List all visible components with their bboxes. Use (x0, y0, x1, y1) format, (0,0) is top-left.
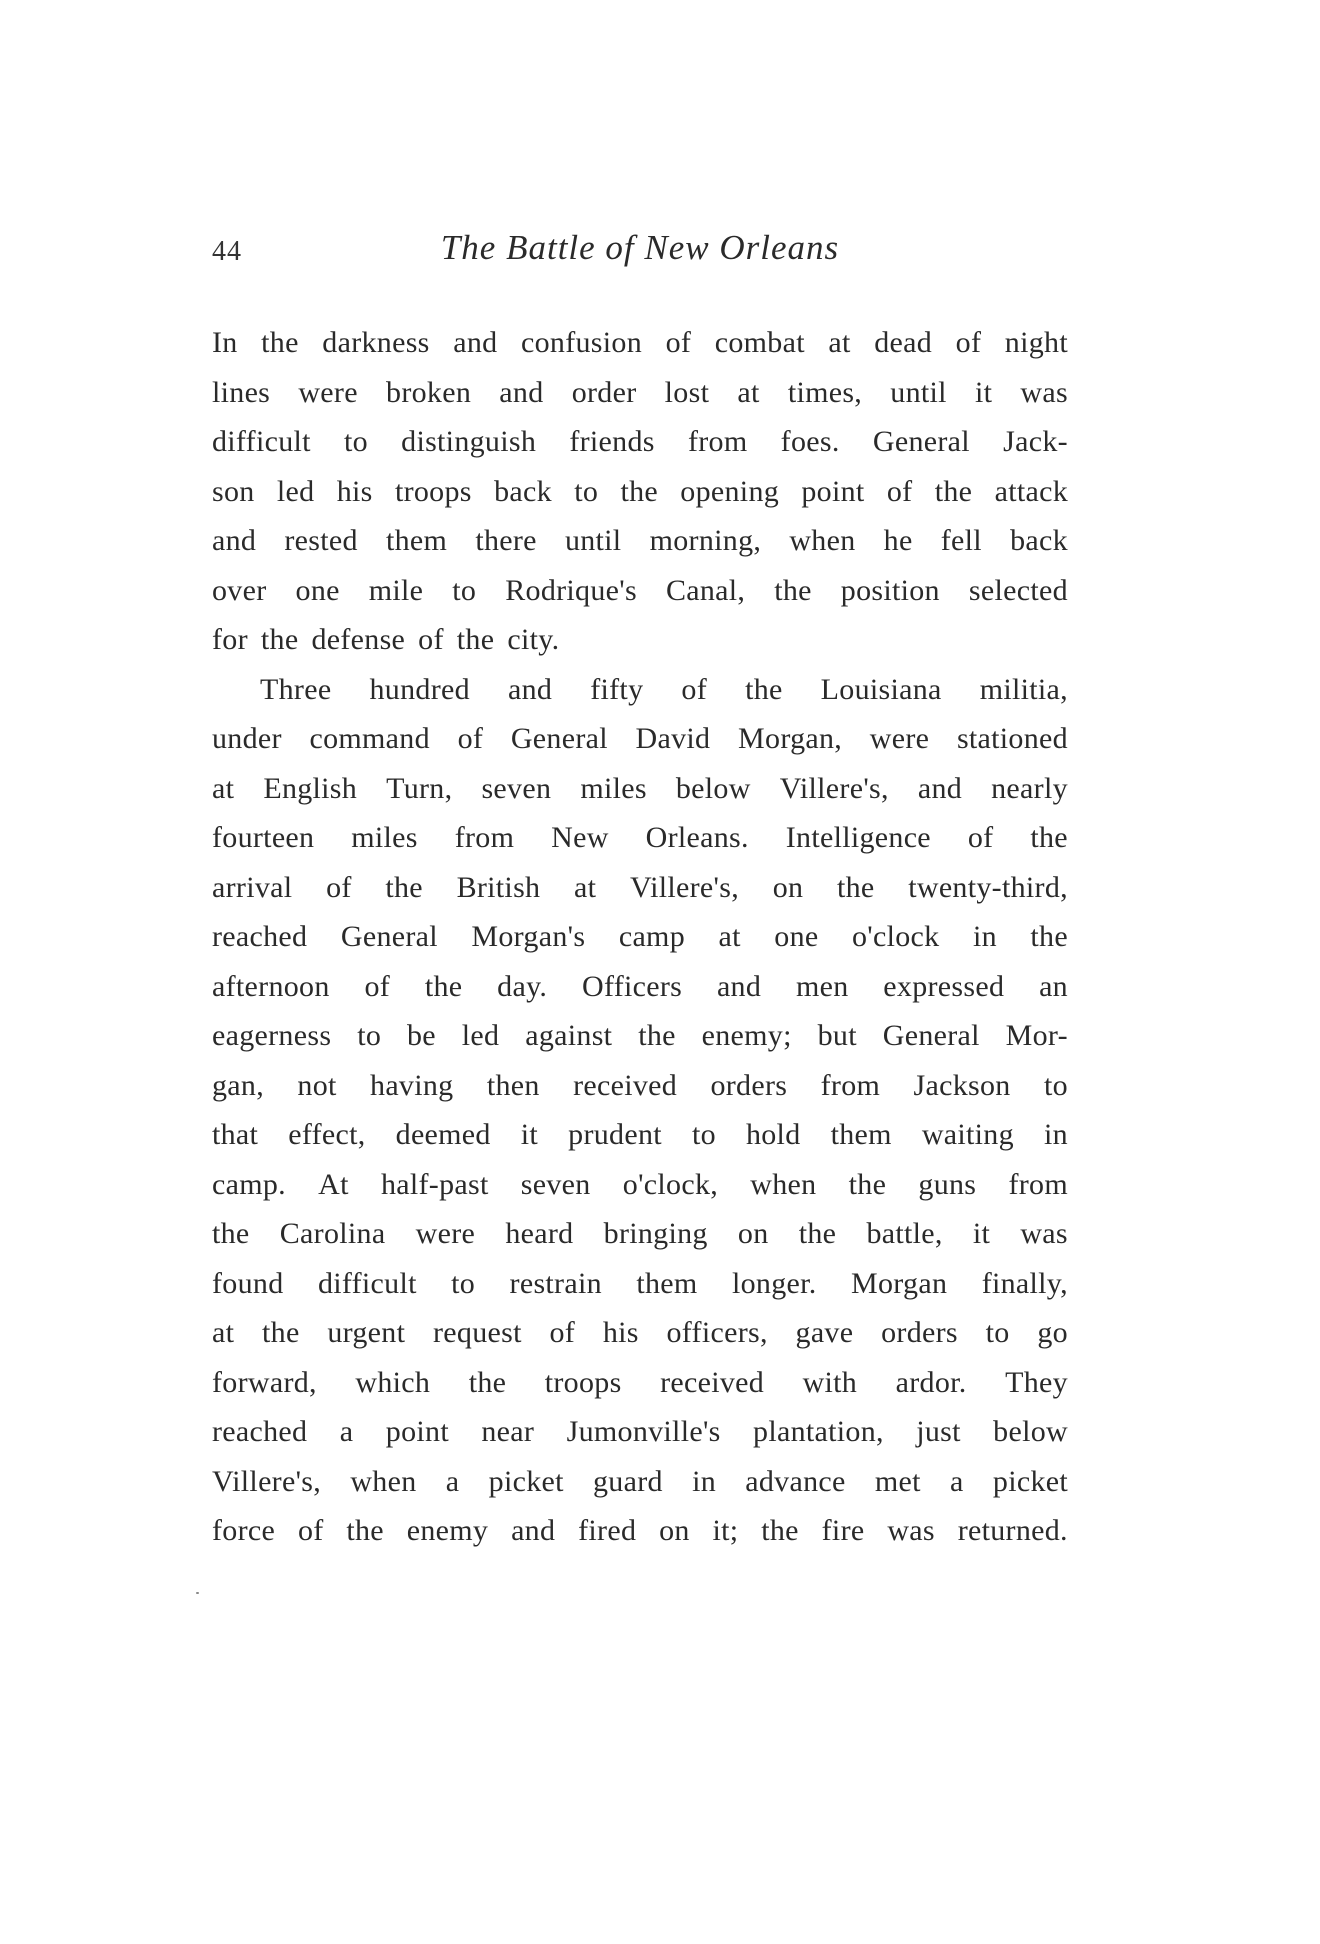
word: the (385, 870, 423, 904)
word: fell (940, 524, 982, 557)
word: waiting (921, 1118, 1014, 1151)
word: it (974, 375, 993, 409)
word: fifty (590, 672, 644, 706)
word: the (798, 1217, 837, 1250)
word: Morgan (851, 1266, 948, 1300)
word: the (260, 623, 299, 656)
word: and (212, 524, 257, 557)
word: to (344, 425, 368, 458)
word: Canal, (665, 573, 746, 607)
running-title: The Battle of New Orleans (440, 228, 840, 267)
word: Officers (582, 969, 683, 1003)
text-line (212, 714, 1068, 764)
word: the (638, 1019, 676, 1052)
print-speck (196, 1592, 199, 1594)
word: but (817, 1019, 857, 1052)
text-line (212, 1259, 1068, 1309)
word: and (511, 1514, 556, 1547)
word: to (691, 1118, 716, 1151)
word: at (212, 771, 235, 805)
word: Carolina (279, 1217, 386, 1250)
word: difficult (317, 1266, 417, 1300)
word: his (336, 474, 373, 508)
word: when (789, 524, 856, 557)
word: of (955, 326, 982, 359)
word: on (772, 870, 804, 904)
word: led (461, 1019, 500, 1052)
word: men (795, 969, 849, 1003)
word: finally, (981, 1266, 1068, 1300)
word: which (355, 1365, 431, 1399)
text-line (212, 1308, 1068, 1358)
word: them (830, 1118, 892, 1151)
word: fourteen (212, 821, 315, 854)
word: at (737, 375, 760, 409)
word: dead (874, 326, 933, 359)
text-line (212, 417, 1068, 467)
word: Morgan's (471, 920, 586, 953)
text-line (212, 1110, 1068, 1160)
word: were (415, 1217, 476, 1250)
word: on (737, 1217, 769, 1250)
word: lost (664, 375, 710, 409)
word: an (1039, 969, 1068, 1003)
word: forward, (212, 1365, 317, 1399)
word: back (1010, 524, 1068, 557)
word: city. (507, 623, 560, 656)
word: was (887, 1514, 935, 1547)
paragraph (212, 318, 1068, 665)
word: of (457, 722, 484, 755)
word: received (573, 1068, 678, 1102)
word: Jumonville's (566, 1415, 721, 1448)
word: point (801, 474, 865, 508)
word: twenty-third, (908, 870, 1068, 904)
word: position (840, 573, 940, 607)
word: to (574, 474, 599, 508)
word: with (802, 1365, 858, 1399)
word: of (297, 1514, 324, 1547)
word: his (602, 1316, 639, 1349)
text-line (212, 368, 1068, 418)
word: near (481, 1415, 535, 1448)
word: Louisiana (820, 672, 942, 706)
word: below (993, 1415, 1068, 1448)
word: difficult (212, 425, 311, 458)
word: o'clock (851, 920, 940, 953)
word: them (385, 524, 448, 557)
word: General (872, 425, 970, 458)
word: found (212, 1266, 284, 1300)
word: until (890, 375, 947, 409)
word: command (309, 722, 430, 755)
word: camp. (212, 1167, 286, 1201)
word: In (212, 326, 238, 359)
word: camp (618, 920, 685, 953)
word: gan, (212, 1068, 265, 1102)
text-line (212, 1457, 1068, 1507)
word: orders (710, 1068, 788, 1102)
text-line (212, 1506, 1068, 1556)
word: combat (714, 326, 805, 359)
word: General (510, 722, 608, 755)
text-line (212, 516, 1068, 566)
word: the (620, 474, 658, 508)
word: the (1030, 920, 1068, 953)
word: Morgan, (738, 722, 843, 755)
body-text (212, 318, 1068, 1556)
text-line (212, 1160, 1068, 1210)
word: restrain (509, 1266, 602, 1300)
text-line (212, 615, 1068, 665)
word: and (917, 771, 963, 805)
text-line (212, 1407, 1068, 1457)
word: just (916, 1415, 961, 1448)
word: the (745, 672, 783, 706)
word: of (967, 821, 994, 854)
word: nearly (991, 771, 1068, 805)
word: expressed (883, 969, 1005, 1003)
text-line (212, 813, 1068, 863)
word: troops (544, 1365, 622, 1399)
word: confusion (521, 326, 643, 359)
running-head (212, 228, 1068, 276)
text-line (212, 912, 1068, 962)
word: miles (351, 821, 418, 854)
word: it; (712, 1514, 739, 1547)
text-line (212, 962, 1068, 1012)
word: afternoon (212, 969, 330, 1003)
word: militia, (979, 672, 1068, 706)
word: Jackson (913, 1068, 1011, 1102)
word: the (456, 623, 495, 656)
word: a (950, 1464, 964, 1498)
text-line (212, 1209, 1068, 1259)
word: to (452, 573, 477, 607)
word: from (454, 821, 515, 854)
word: the (424, 969, 463, 1003)
word: eagerness (212, 1019, 332, 1052)
word: stationed (956, 722, 1068, 755)
word: distinguish (401, 425, 537, 458)
word: hundred (369, 672, 470, 706)
word: he (883, 524, 913, 557)
word: and (499, 375, 544, 409)
word: night (1004, 326, 1068, 359)
word: under (212, 722, 282, 755)
word: longer. (731, 1266, 817, 1300)
word: to (357, 1019, 382, 1052)
word: of (665, 326, 692, 359)
word: picket (488, 1464, 564, 1498)
word: lines (212, 375, 271, 409)
word: arrival (212, 870, 293, 904)
text-line (212, 1011, 1068, 1061)
word: the (848, 1167, 887, 1201)
text-line (212, 467, 1068, 517)
word: friends (569, 425, 655, 458)
word: the (468, 1365, 507, 1399)
word: half-past (380, 1167, 489, 1201)
word: one (774, 920, 819, 953)
word: seven (520, 1167, 591, 1201)
word: it (520, 1118, 539, 1151)
word: reached (212, 1415, 308, 1448)
word: at (828, 326, 851, 359)
word: a (339, 1415, 354, 1448)
word: against (525, 1019, 613, 1052)
word: attack (994, 474, 1068, 508)
word: General (340, 920, 438, 953)
word: the (261, 326, 299, 359)
word: guard (593, 1464, 663, 1498)
word: until (564, 524, 622, 557)
word: Jack- (1003, 425, 1068, 458)
word: Villere's, (212, 1464, 322, 1498)
word: selected (968, 573, 1068, 607)
word: led (276, 474, 315, 508)
word: officers, (666, 1316, 768, 1349)
word: go (1037, 1316, 1068, 1349)
page-number: 44 (212, 236, 242, 267)
word: British (456, 870, 541, 904)
word: below (675, 771, 751, 805)
word: deemed (395, 1118, 491, 1151)
word: and (507, 672, 553, 706)
word: plantation, (753, 1415, 884, 1448)
word: having (370, 1068, 454, 1102)
word: opening (680, 474, 780, 508)
word: at (718, 920, 741, 953)
word: be (407, 1019, 436, 1052)
word: a (445, 1464, 460, 1498)
word: the (262, 1316, 300, 1349)
word: force (212, 1514, 276, 1547)
word: heard (505, 1217, 574, 1250)
word: of (326, 870, 352, 904)
word: of (681, 672, 708, 706)
word: Mor- (1005, 1019, 1068, 1052)
word: Intelligence (785, 821, 931, 854)
word: to (985, 1316, 1010, 1349)
word: prudent (568, 1118, 662, 1151)
word: fired (578, 1514, 637, 1547)
word: morning, (649, 524, 762, 557)
word: returned. (957, 1514, 1068, 1547)
word: of (418, 623, 444, 656)
word: guns (918, 1167, 977, 1201)
word: enemy (406, 1514, 489, 1547)
word: to (451, 1266, 476, 1300)
word: on (659, 1514, 690, 1547)
word: enemy; (701, 1019, 792, 1052)
word: Rodrique's (505, 573, 637, 607)
word: the (761, 1514, 799, 1547)
word: of (364, 969, 391, 1003)
word: met (874, 1464, 921, 1498)
word: o'clock, (622, 1167, 719, 1201)
word: day. (497, 969, 548, 1003)
word: the (346, 1514, 384, 1547)
word: of (549, 1316, 576, 1349)
word: gave (795, 1316, 854, 1349)
word: mile (368, 573, 424, 607)
word: Orleans. (645, 821, 749, 854)
word: in (692, 1464, 716, 1498)
word: there (475, 524, 537, 557)
word: was (1020, 1217, 1068, 1250)
word: of (886, 474, 913, 508)
word: at (574, 870, 597, 904)
word: seven (481, 771, 552, 805)
text-line (212, 1061, 1068, 1111)
word: hold (745, 1118, 801, 1151)
word: and (453, 326, 498, 359)
text-line (212, 1358, 1068, 1408)
word: Villere's, (629, 870, 740, 904)
word: fire (821, 1514, 865, 1547)
word: from (820, 1068, 881, 1102)
word: picket (992, 1464, 1068, 1498)
word: when (350, 1464, 417, 1498)
word: effect, (288, 1118, 366, 1151)
word: in (1043, 1118, 1068, 1151)
word: order (571, 375, 637, 409)
word: defense (311, 623, 406, 656)
word: They (1005, 1365, 1068, 1399)
text-line (212, 863, 1068, 913)
word: David (635, 722, 711, 755)
paragraph (212, 665, 1068, 1556)
word: to (1043, 1068, 1068, 1102)
text-line (212, 318, 1068, 368)
word: one (295, 573, 340, 607)
word: over (212, 573, 267, 607)
text-line (212, 566, 1068, 616)
word: Three (260, 672, 332, 706)
word: the (212, 1217, 250, 1250)
word: At (318, 1167, 349, 1201)
word: the (774, 573, 812, 607)
word: for (212, 623, 248, 656)
word: in (972, 920, 997, 953)
word: from (1008, 1167, 1068, 1201)
word: troops (394, 474, 472, 508)
word: bringing (603, 1217, 708, 1250)
word: miles (580, 771, 647, 805)
word: the (1030, 821, 1068, 854)
text-line (212, 665, 1068, 715)
word: Turn, (386, 771, 453, 805)
word: request (432, 1316, 522, 1349)
word: then (486, 1068, 540, 1102)
word: times, (787, 375, 863, 409)
word: orders (881, 1316, 958, 1349)
word: was (1020, 375, 1068, 409)
word: were (298, 375, 358, 409)
word: from (687, 425, 748, 458)
word: the (836, 870, 875, 904)
word: foes. (780, 425, 840, 458)
word: advance (745, 1464, 846, 1498)
word: and (716, 969, 762, 1003)
word: it (972, 1217, 991, 1250)
word: battle, (866, 1217, 943, 1250)
word: that (212, 1118, 259, 1151)
word: were (869, 722, 930, 755)
word: Villere's, (779, 771, 889, 805)
word: not (297, 1068, 337, 1102)
word: back (494, 474, 552, 508)
word: ardor. (895, 1365, 967, 1399)
word: broken (386, 375, 472, 409)
text-line (212, 764, 1068, 814)
word: received (660, 1365, 765, 1399)
word: urgent (327, 1316, 406, 1349)
word: rested (284, 524, 358, 557)
word: when (750, 1167, 817, 1201)
word: General (882, 1019, 980, 1052)
word: New (551, 821, 609, 854)
word: darkness (322, 326, 430, 359)
word: son (212, 474, 255, 508)
word: reached (212, 920, 308, 953)
word: point (385, 1415, 449, 1448)
word: the (934, 474, 973, 508)
word: English (263, 771, 358, 805)
word: them (636, 1266, 698, 1300)
word: at (212, 1316, 235, 1349)
